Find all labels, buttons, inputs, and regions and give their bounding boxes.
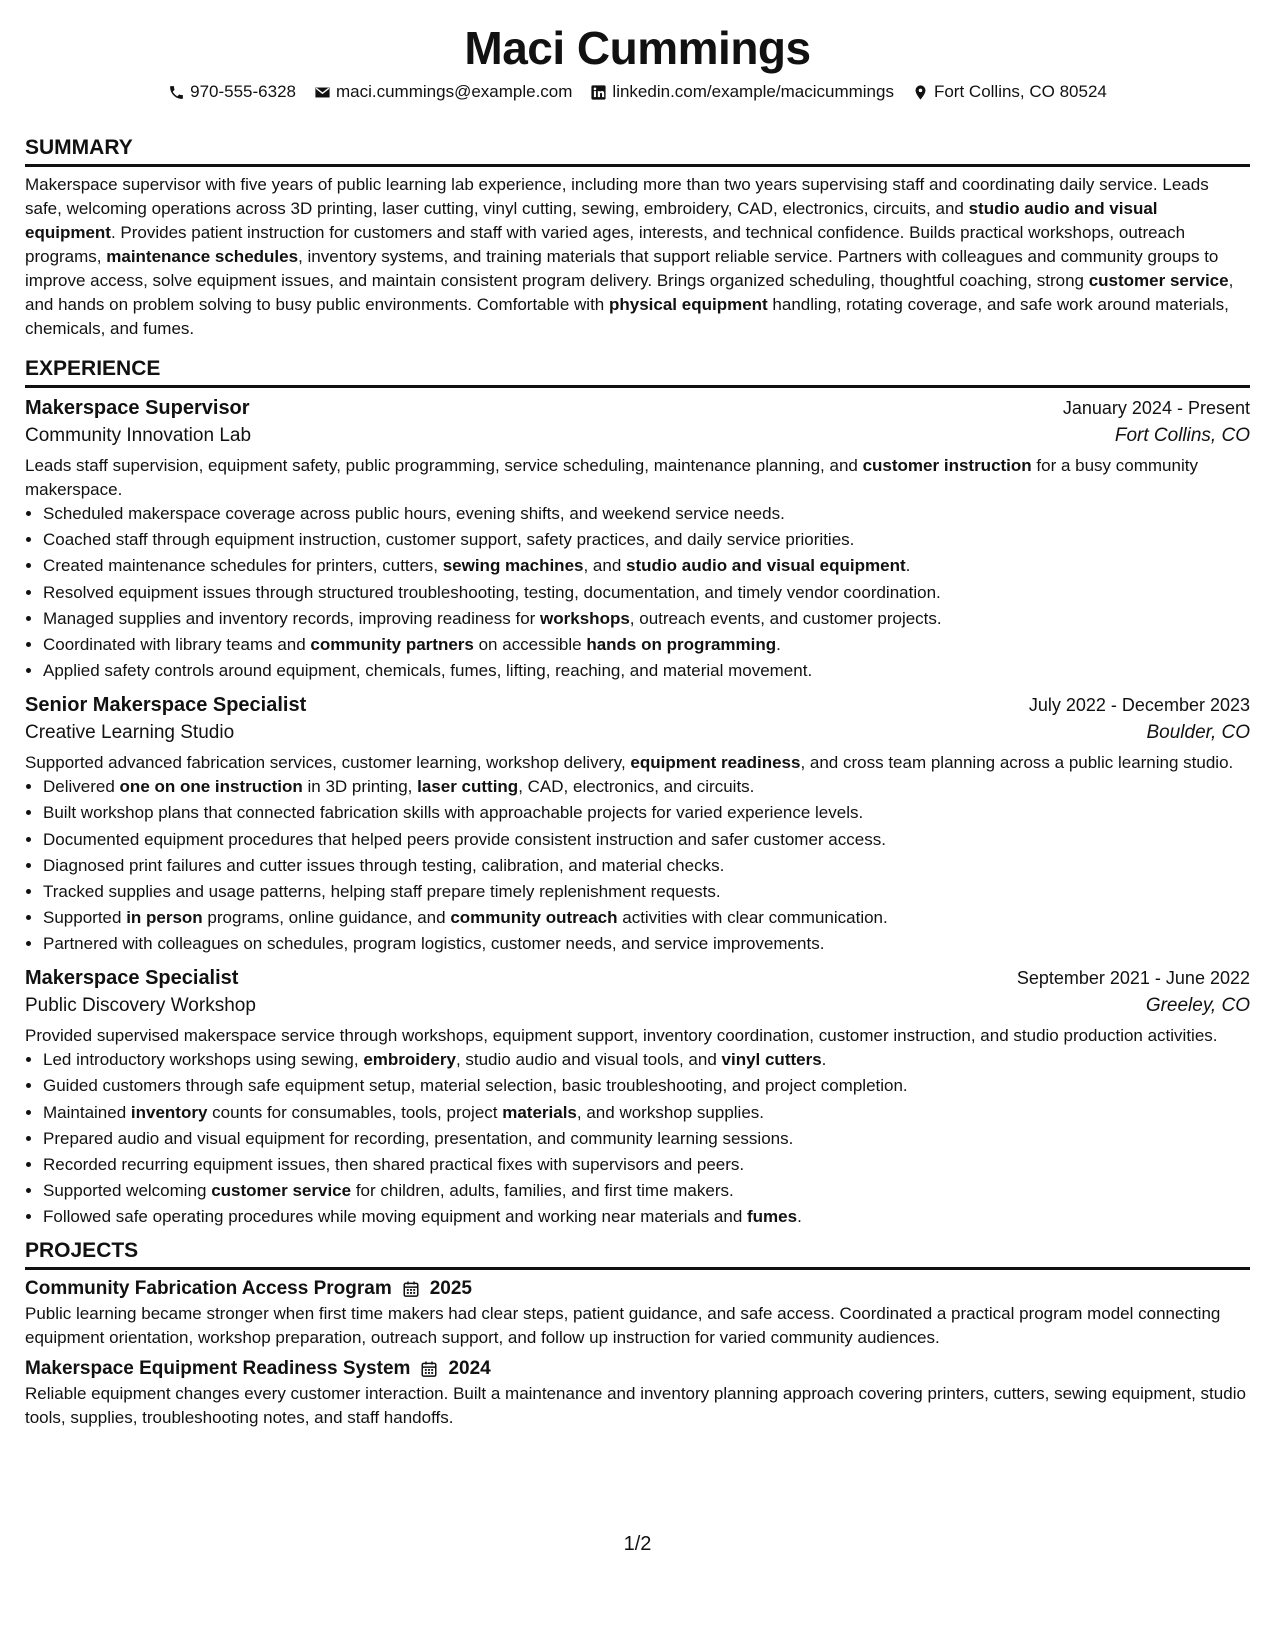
- job-location: Boulder, CO: [1146, 722, 1250, 744]
- text-run: Delivered: [43, 777, 120, 797]
- text-run: Scheduled makerspace coverage across public hours, evening shifts, and weekend service needs.: [43, 504, 785, 523]
- text-run: . Provides patient instruction for customers and staff with varied ages, interests, and technical confidence. Builds practical workshops, outreach programs,: [25, 223, 1186, 266]
- text-run: , inventory systems, and training materials that support reliable service. Partners with colleagues and community groups to improve access, solve equipment issues, and maintain consistent program delivery. Brings organized scheduling, thoughtful coaching, strong: [25, 247, 1219, 290]
- job-bullets: [25, 502, 1250, 683]
- job-entry: [25, 964, 1250, 1229]
- project-header: [25, 1276, 1250, 1302]
- text-run: Resolved equipment issues through structured troubleshooting, testing, documentation, and timely vendor coordination.: [43, 582, 941, 602]
- contact-linkedin[interactable]: [590, 80, 894, 104]
- bullet-item: [43, 880, 1250, 904]
- bold-keyword: fumes: [747, 1207, 798, 1227]
- job-dates: January 2024 - Present: [1062, 398, 1250, 418]
- text-run: .: [797, 1207, 802, 1227]
- text-run: , outreach events, and customer projects.: [629, 608, 942, 628]
- bold-keyword: studio audio and visual equipment: [626, 556, 906, 576]
- bold-keyword: materials: [502, 1102, 577, 1122]
- text-run: Applied safety controls around equipment, chemicals, fumes, lifting, reaching, and material movement.: [43, 661, 813, 681]
- text-run: , and workshop supplies.: [576, 1102, 765, 1122]
- map-pin-icon: [912, 84, 929, 101]
- calendar-icon: [402, 1280, 420, 1298]
- bullet-item: [43, 581, 1250, 605]
- projects-section: [25, 1237, 1250, 1430]
- bold-keyword: in person: [126, 908, 203, 928]
- page-number: 1/2: [623, 1533, 652, 1555]
- job-organization: Public Discovery Workshop: [25, 995, 256, 1017]
- contact-phone: [168, 80, 296, 104]
- section-heading: PROJECTS: [25, 1237, 1250, 1270]
- resume-page: [25, 18, 1250, 1436]
- text-run: counts for consumables, tools, project: [207, 1102, 503, 1122]
- bullet-item: [43, 828, 1250, 852]
- linkedin-text: linkedin.com/example/macicummings: [612, 82, 894, 101]
- email-text: maci.cummings@example.com: [335, 82, 573, 101]
- text-run: on accessible: [473, 634, 587, 654]
- project-list: [25, 1276, 1250, 1430]
- bold-keyword: equipment readiness: [630, 753, 801, 773]
- text-run: for a busy community makerspace.: [25, 456, 1198, 499]
- job-organization: Creative Learning Studio: [25, 722, 235, 744]
- bullet-item: [43, 1205, 1250, 1229]
- bullet-item: [43, 775, 1250, 799]
- summary-text: [25, 173, 1250, 341]
- bullet-item: [43, 1101, 1250, 1125]
- bullet-item: [43, 1153, 1250, 1177]
- job-header: [25, 964, 1250, 992]
- contact-bar: [25, 80, 1250, 104]
- text-run: Makerspace supervisor with five years of public learning lab experience, including more than two years supervising staff and coordinating daily service. Leads safe, welcoming operations across 3D printing, laser cutting, vinyl cutting, sewing, embroidery, CAD, electronics, circuits, and: [25, 175, 1209, 218]
- job-location: Greeley, CO: [1145, 995, 1250, 1017]
- bold-keyword: sewing machines: [442, 556, 584, 576]
- text-run: in 3D printing,: [302, 777, 418, 797]
- text-run: handling, rotating coverage, and safe work around materials, chemicals, and fumes.: [25, 295, 1229, 338]
- project-entry: [25, 1356, 1250, 1430]
- section-heading: EXPERIENCE: [25, 355, 1250, 388]
- bullet-item: [43, 906, 1250, 930]
- text-run: , and cross team planning across a public learning studio.: [800, 753, 1234, 773]
- bold-keyword: studio audio and visual equipment: [25, 199, 1158, 242]
- bullet-item: [43, 633, 1250, 657]
- bold-keyword: physical equipment: [609, 295, 768, 314]
- bullet-item: [43, 932, 1250, 956]
- job-dates: September 2021 - June 2022: [1016, 968, 1250, 989]
- summary-section: [25, 134, 1250, 341]
- text-run: Tracked supplies and usage patterns, helping staff prepare timely replenishment requests.: [43, 881, 721, 901]
- bold-keyword: customer instruction: [862, 456, 1032, 475]
- bold-keyword: workshops: [540, 608, 630, 628]
- bullet-item: [43, 659, 1250, 683]
- job-dates: July 2022 - December 2023: [1028, 695, 1250, 716]
- bullet-item: [43, 801, 1250, 825]
- text-run: for children, adults, families, and first time makers.: [351, 1181, 734, 1201]
- text-run: .: [821, 1050, 827, 1070]
- contact-location: [912, 80, 1107, 104]
- text-run: Partnered with colleagues on schedules, program logistics, customer needs, and service improvements.: [43, 934, 825, 954]
- linkedin-icon: [590, 84, 607, 101]
- text-run: .: [905, 556, 911, 576]
- phone-text: 970-555-6328: [190, 82, 296, 101]
- text-run: Built workshop plans that connected fabrication skills with approachable projects for varied experience levels.: [43, 803, 864, 823]
- text-run: Leads staff supervision, equipment safety, public programming, service scheduling, maintenance planning, and: [25, 456, 863, 475]
- bold-keyword: vinyl cutters: [721, 1050, 822, 1070]
- job-location: Fort Collins, CO: [1114, 425, 1250, 446]
- text-run: programs, online guidance, and: [202, 908, 451, 928]
- bold-keyword: maintenance schedules: [106, 247, 299, 266]
- bullet-item: [43, 607, 1250, 631]
- bullet-item: [43, 1127, 1250, 1151]
- project-entry: [25, 1276, 1250, 1350]
- phone-icon: [168, 84, 185, 101]
- text-run: Followed safe operating procedures while moving equipment and working near materials and: [43, 1207, 748, 1227]
- project-description: Reliable equipment changes every customer interaction. Built a maintenance and inventory planning approach covering printers, cutters, sewing equipment, studio tools, supplies, troubleshooting notes, and staff handoffs.: [25, 1384, 1246, 1428]
- job-description: [25, 751, 1250, 775]
- job-header: [25, 394, 1250, 422]
- job-entry: [25, 691, 1250, 956]
- job-title: Senior Makerspace Specialist: [25, 694, 307, 717]
- job-title: Makerspace Supervisor: [25, 397, 250, 419]
- candidate-name: Maci Cummings: [464, 22, 811, 74]
- bullet-item: [43, 554, 1250, 578]
- bold-keyword: embroidery: [363, 1050, 456, 1070]
- text-run: Documented equipment procedures that helped peers provide consistent instruction and safer customer access.: [43, 829, 886, 849]
- bullet-item: [43, 1048, 1250, 1072]
- project-year: 2025: [429, 1278, 473, 1300]
- bold-keyword: inventory: [130, 1102, 208, 1122]
- job-subheader: [25, 992, 1250, 1020]
- project-name: Community Fabrication Access Program: [25, 1278, 392, 1300]
- experience-section: [25, 355, 1250, 1229]
- bullet-item: [43, 502, 1250, 526]
- text-run: Diagnosed print failures and cutter issues through testing, calibration, and material checks.: [43, 855, 725, 875]
- project-year: 2024: [448, 1358, 491, 1380]
- bold-keyword: community partners: [310, 634, 474, 654]
- text-run: activities with clear communication.: [617, 908, 888, 928]
- text-run: Coached staff through equipment instruction, customer support, safety practices, and daily service priorities.: [43, 530, 855, 550]
- project-header: [25, 1356, 1250, 1382]
- section-heading: SUMMARY: [25, 134, 1250, 167]
- text-run: Prepared audio and visual equipment for recording, presentation, and community learning sessions.: [43, 1128, 794, 1148]
- text-run: , CAD, electronics, and circuits.: [518, 777, 755, 797]
- text-run: , studio audio and visual tools, and: [455, 1050, 722, 1070]
- text-run: Recorded recurring equipment issues, then shared practical fixes with supervisors and peers.: [43, 1155, 745, 1174]
- job-header: [25, 691, 1250, 719]
- text-run: Maintained: [43, 1102, 131, 1122]
- bullet-item: [43, 1179, 1250, 1203]
- text-run: , and hands on problem solving to busy public environments. Comfortable with: [25, 271, 1234, 314]
- text-run: Provided supervised makerspace service through workshops, equipment support, inventory coordination, customer instruction, and studio production activities.: [25, 1026, 1218, 1046]
- bullet-item: [43, 528, 1250, 552]
- job-subheader: [25, 719, 1250, 747]
- bold-keyword: laser cutting: [417, 777, 519, 797]
- text-run: Supported advanced fabrication services, customer learning, workshop delivery,: [25, 753, 631, 773]
- job-list: [25, 394, 1250, 1229]
- envelope-icon: [314, 84, 331, 101]
- text-run: Created maintenance schedules for printers, cutters,: [43, 556, 443, 576]
- text-run: Guided customers through safe equipment setup, material selection, basic troubleshooting, and project completion.: [43, 1076, 908, 1096]
- bullet-item: [43, 1074, 1250, 1098]
- project-description: Public learning became stronger when first time makers had clear steps, patient guidance, and safe access. Coordinated a practical program model connecting equipment orientation, workshop preparation, outreach support, and follow up instruction for varied community audiences.: [25, 1304, 1221, 1348]
- text-run: , and: [583, 556, 627, 576]
- job-bullets: [25, 1048, 1250, 1229]
- location-text: Fort Collins, CO 80524: [933, 82, 1107, 101]
- bold-keyword: one on one instruction: [119, 777, 303, 797]
- contact-email[interactable]: [314, 80, 572, 104]
- job-title: Makerspace Specialist: [25, 967, 239, 990]
- text-run: Managed supplies and inventory records, improving readiness for: [43, 608, 541, 628]
- bullet-item: [43, 854, 1250, 878]
- job-entry: [25, 394, 1250, 683]
- bold-keyword: community outreach: [450, 908, 618, 928]
- job-subheader: [25, 422, 1250, 450]
- job-description: [25, 1024, 1250, 1048]
- calendar-icon: [420, 1360, 438, 1378]
- text-run: Supported: [43, 908, 127, 928]
- bold-keyword: hands on programming: [586, 634, 777, 654]
- text-run: Supported welcoming: [43, 1181, 212, 1201]
- project-name: Makerspace Equipment Readiness System: [25, 1358, 411, 1380]
- job-description: [25, 454, 1250, 502]
- text-run: .: [776, 634, 781, 654]
- bold-keyword: customer service: [211, 1181, 352, 1201]
- text-run: Led introductory workshops using sewing,: [43, 1050, 364, 1070]
- bold-keyword: customer service: [1088, 271, 1229, 290]
- job-organization: Community Innovation Lab: [25, 425, 252, 446]
- text-run: Coordinated with library teams and: [43, 634, 311, 654]
- job-bullets: [25, 775, 1250, 956]
